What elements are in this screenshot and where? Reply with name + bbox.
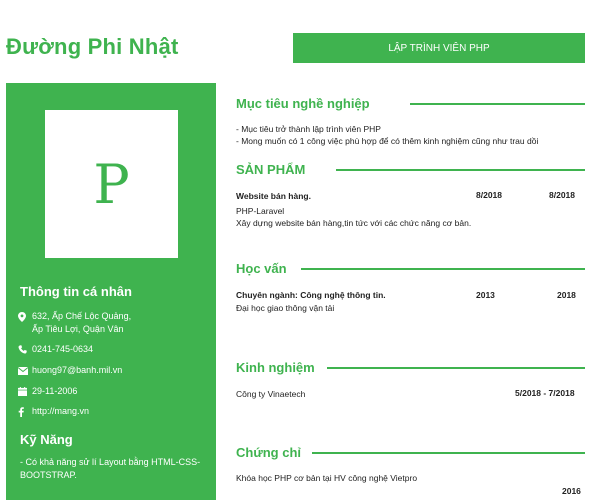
certificate-course: Khóa học PHP cơ bản tại HV công nghệ Vietpro xyxy=(236,473,418,483)
certificates-divider xyxy=(312,452,585,454)
address-text xyxy=(32,310,131,336)
email-text: huong97@banh.mil.vn xyxy=(32,365,123,375)
objective-line2: - Mong muốn có 1 công việc phù hợp để có thêm kinh nghiệm cũng như trau dồi xyxy=(236,136,539,146)
education-year-end: 2018 xyxy=(557,290,576,300)
product-date-end: 8/2018 xyxy=(549,190,575,200)
avatar xyxy=(45,110,178,258)
phone-row xyxy=(18,343,93,356)
job-title-banner xyxy=(293,33,585,63)
phone-icon xyxy=(18,343,32,356)
product-desc: Xây dựng website bán hàng,tin tức với các chức năng cơ bản. xyxy=(236,218,472,228)
objective-divider xyxy=(410,103,585,105)
education-major: Chuyên ngành: Công nghệ thông tin. xyxy=(236,290,386,300)
calendar-icon xyxy=(18,385,32,398)
avatar-letter: P xyxy=(93,152,130,216)
envelope-icon xyxy=(18,364,32,377)
products-title: SẢN PHẨM xyxy=(236,162,306,177)
birthday-row xyxy=(18,385,77,398)
product-tech: PHP-Laravel xyxy=(236,206,285,216)
facebook-icon xyxy=(18,405,32,418)
phone-text: 0241-745-0634 xyxy=(32,344,94,354)
experience-divider xyxy=(327,367,585,369)
job-title-text: LẬP TRÌNH VIÊN PHP xyxy=(388,42,490,54)
cv-name: Đường Phi Nhật xyxy=(6,34,179,59)
certificate-year: 2016 xyxy=(562,486,581,496)
product-date-start: 8/2018 xyxy=(476,190,502,200)
experience-company: Công ty Vinaetech xyxy=(236,389,306,399)
education-divider xyxy=(301,268,585,270)
address-line1: 632, Ấp Chế Lộc Quảng, xyxy=(32,311,132,321)
website-row xyxy=(18,405,89,418)
skills-text: - Có khả năng sử lí Layout bằng HTML-CSS-BOOTSTRAP. xyxy=(20,457,201,480)
certificates-title: Chứng chỉ xyxy=(236,445,302,460)
education-year-start: 2013 xyxy=(476,290,495,300)
objective-line1: - Mục tiêu trở thành lập trình viên PHP xyxy=(236,124,381,134)
objective-title: Mục tiêu nghề nghiệp xyxy=(236,96,370,111)
birthday-text: 29-11-2006 xyxy=(32,386,78,396)
address-line2: Ấp Tiêu Lợi, Quận Vân xyxy=(32,324,124,334)
experience-period: 5/2018 - 7/2018 xyxy=(515,388,575,398)
location-pin-icon xyxy=(18,310,32,323)
website-link[interactable]: http://mang.vn xyxy=(32,406,90,416)
experience-title: Kinh nghiệm xyxy=(236,360,315,375)
skills-heading: Kỹ Năng xyxy=(20,432,73,447)
email-row xyxy=(18,364,122,377)
education-title: Học vấn xyxy=(236,261,287,276)
product-name: Website bán hàng. xyxy=(236,191,311,201)
sidebar xyxy=(6,83,216,500)
education-school: Đại học giao thông vận tải xyxy=(236,303,335,313)
personal-info-heading: Thông tin cá nhân xyxy=(20,284,132,299)
address-row xyxy=(18,310,131,336)
products-divider xyxy=(336,169,585,171)
